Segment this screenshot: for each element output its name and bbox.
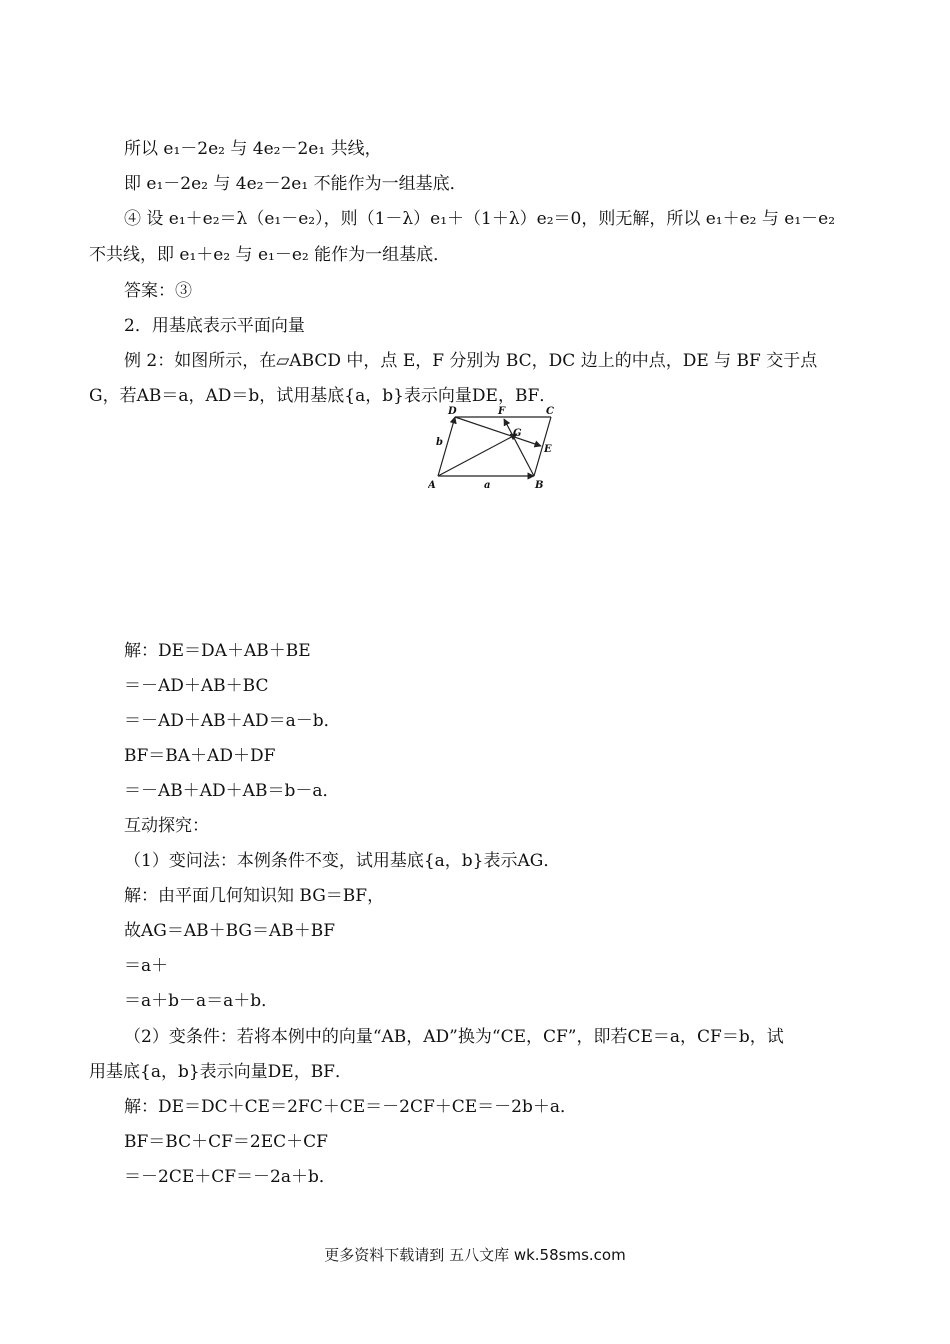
vector-ag: [438, 434, 517, 476]
variant-line: （2）变条件：若将本例中的向量“AB，AD”换为“CE，CF”，即若CE＝a，CF＝b，试: [124, 1027, 784, 1047]
solution-line: 解：DE＝DC＋CE＝2FC＋CE＝－2CF＋CE＝－2b＋a．: [124, 1097, 577, 1117]
answer-line: 答案：③: [124, 281, 192, 301]
vector-de: [455, 417, 541, 446]
solution-line: ＝－AD＋AB＋AD＝a－b．: [124, 711, 341, 731]
label-a-point: A: [428, 480, 436, 491]
solution-line: ＝－AD＋AB＋BC: [124, 676, 269, 696]
label-b-point: B: [535, 480, 544, 491]
label-b-vector: b: [436, 437, 443, 448]
section-heading: 2．用基底表示平面向量: [124, 316, 305, 336]
solution-line: ＝a＋: [124, 956, 169, 976]
solution-line: 故AG＝AB＋BG＝AB＋BF: [124, 921, 336, 941]
label-c-point: C: [546, 406, 554, 417]
parallelogram-figure: [428, 402, 560, 492]
solution-line: 解：由平面几何知识知 BG＝BF，: [124, 886, 385, 906]
text-line: ④ 设 e₁＋e₂＝λ（e₁－e₂），则（1－λ）e₁＋（1＋λ）e₂＝0，则无解，所以 e₁＋e₂ 与 e₁－e₂: [124, 209, 836, 229]
solution-line: ＝a＋b－a＝a＋b．: [124, 991, 279, 1011]
label-e-point: E: [544, 444, 552, 455]
example-line: G，若AB＝a，AD＝b，试用基底{a，b}表示向量DE，BF．: [89, 386, 557, 406]
footer-link[interactable]: 更多资料下载请到 五八文库 wk.58sms.com: [324, 1246, 626, 1264]
example-line: 例 2：如图所示，在▱ABCD 中，点 E，F 分别为 BC，DC 边上的中点，DE 与 BF 交于点: [124, 351, 818, 371]
label-f-point: F: [498, 406, 506, 417]
solution-line: 解：DE＝DA＋AB＋BE: [124, 641, 311, 661]
label-d-point: D: [448, 406, 457, 417]
variant-line: （1）变问法：本例条件不变，试用基底{a，b}表示AG．: [124, 851, 561, 871]
text-line: 所以 e₁－2e₂ 与 4e₂－2e₁ 共线，: [124, 139, 382, 159]
solution-line: BF＝BA＋AD＋DF: [124, 746, 276, 766]
solution-line: ＝－2CE＋CF＝－2a＋b．: [124, 1167, 336, 1187]
label-g-point: G: [513, 428, 522, 439]
label-a-vector: a: [484, 480, 491, 491]
text-line: 不共线，即 e₁＋e₂ 与 e₁－e₂ 能作为一组基底．: [89, 245, 451, 265]
variant-line: 用基底{a，b}表示向量DE，BF．: [89, 1062, 352, 1082]
text-line: 即 e₁－2e₂ 与 4e₂－2e₁ 不能作为一组基底．: [124, 174, 467, 194]
subheading: 互动探究：: [124, 816, 209, 836]
solution-line: BF＝BC＋CF＝2EC＋CF: [124, 1132, 328, 1152]
solution-line: ＝－AB＋AD＋AB＝b－a．: [124, 781, 340, 801]
